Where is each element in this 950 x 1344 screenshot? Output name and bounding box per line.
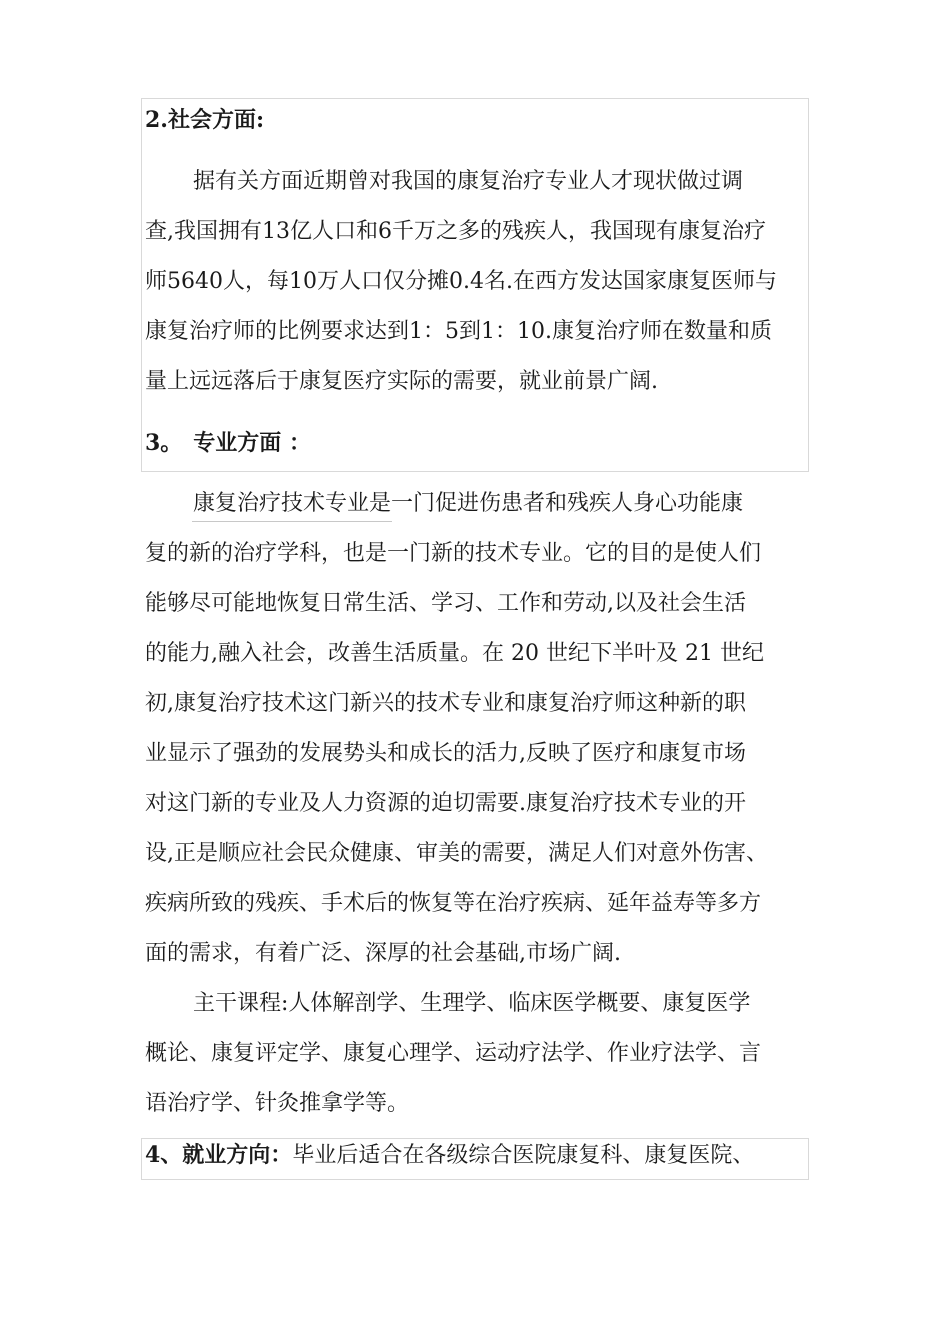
section3-p1-line-2: 复的新的治疗学科，也是一门新的技术专业。它的目的是使人们 (145, 541, 762, 566)
section3-p1-line-3: 能够尽可能地恢复日常生活、学习、工作和劳动,以及社会生活 (145, 591, 746, 616)
section3-p1-line-6: 业显示了强劲的发展势头和成长的活力,反映了医疗和康复市场 (145, 741, 746, 766)
section2-line-2: 查,我国拥有13亿人口和6千万之多的残疾人，我国现有康复治疗 (145, 219, 766, 244)
section3-p2-line-1: 主干课程:人体解剖学、生理学、临床医学概要、康复医学 (193, 991, 751, 1016)
section3-p2-line-3: 语治疗学、针灸推拿学等。 (145, 1091, 410, 1116)
section2-line-4: 康复治疗师的比例要求达到1：5到1：10.康复治疗师在数量和质 (145, 319, 772, 344)
section3-p1-line-4: 的能力,融入社会，改善生活质量。在 20 世纪下半叶及 21 世纪 (145, 641, 764, 666)
section3-p1-line-7: 对这门新的专业及人力资源的迫切需要.康复治疗技术专业的开 (145, 791, 746, 816)
section4-heading: 4、就业方向： (145, 1142, 293, 1168)
text-underline-mark (192, 521, 392, 522)
section3-p1-line-8: 设,正是顺应社会民众健康、审美的需要，满足人们对意外伤害、 (145, 841, 768, 866)
section3-p2-line-2: 概论、康复评定学、康复心理学、运动疗法学、作业疗法学、言 (145, 1041, 762, 1066)
section3-p1-line-10: 面的需求，有着广泛、深厚的社会基础,市场广阔. (145, 941, 621, 966)
section2-line-3: 师5640人，每10万人口仅分摊0.4名.在西方发达国家康复医师与 (145, 269, 777, 294)
section4-line (145, 1140, 754, 1171)
section3-heading: 3。 专业方面 ： (145, 430, 311, 456)
section2-heading: 2.社会方面: (145, 107, 265, 133)
section3-p1-line-9: 疾病所致的残疾、手术后的恢复等在治疗疾病、延年益寿等多方 (145, 891, 762, 916)
section2-line-5: 量上远远落后于康复医疗实际的需要，就业前景广阔. (145, 369, 658, 394)
section4-text: 毕业后适合在各级综合医院康复科、康复医院、 (292, 1143, 755, 1168)
section3-p1-line-5: 初,康复治疗技术这门新兴的技术专业和康复治疗师这种新的职 (145, 691, 746, 716)
section3-p1-line-1: 康复治疗技术专业是一门促进伤患者和残疾人身心功能康 (193, 491, 744, 516)
section2-line-1: 据有关方面近期曾对我国的康复治疗专业人才现状做过调 (193, 169, 744, 194)
